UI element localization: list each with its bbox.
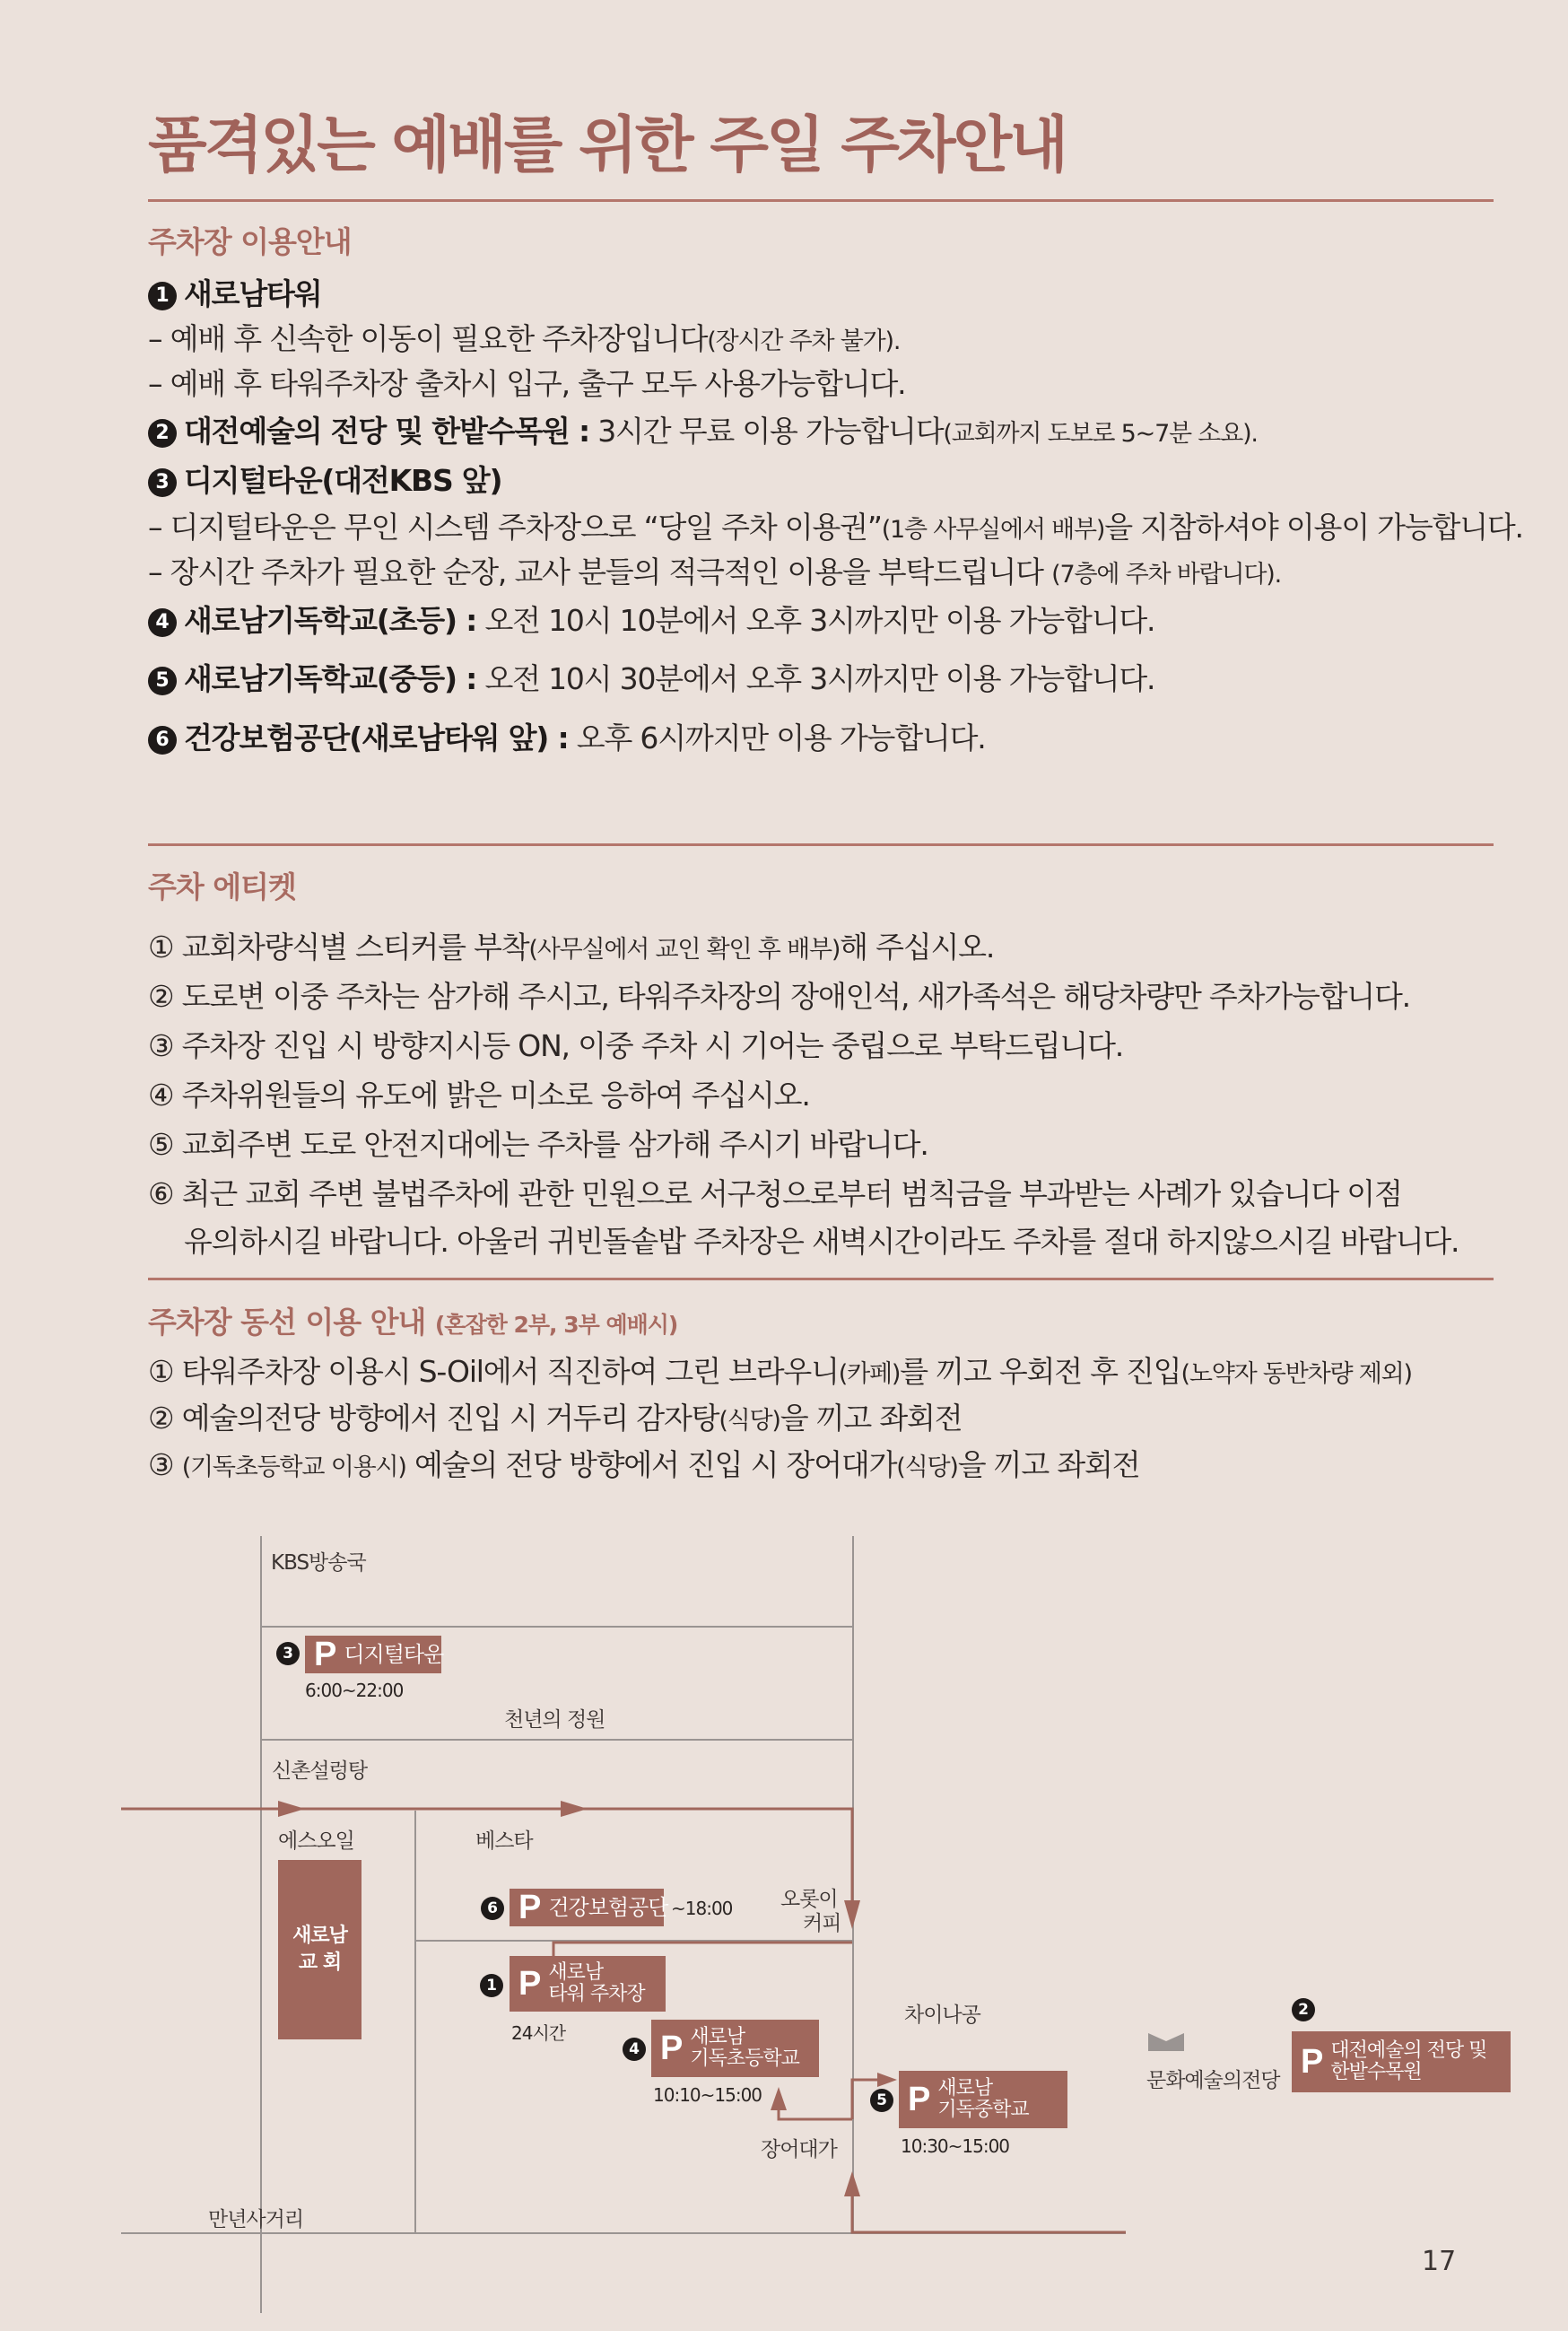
map-label-crossroad: 만년사거리	[208, 2208, 304, 2231]
parking-tag-label-line-2: 기독중학교	[937, 2099, 1029, 2121]
parking-tag-label: 디지털타운	[344, 1642, 444, 1667]
map-label-kbs: KBS방송국	[271, 1551, 366, 1575]
parking-tag-label	[1330, 2040, 1486, 2083]
parking-tag-label	[548, 1962, 644, 2005]
elem-text: 오전 10시 10분에서 오후 3시까지만 이용 가능합니다.	[476, 603, 1155, 638]
number-badge: 6	[148, 726, 177, 755]
parking-time-digital: 6:00~22:00	[305, 1680, 404, 1701]
route-item-3-small1: (기독초등학교 이용시)	[181, 1454, 406, 1481]
parking-tag-label-line-1: 새로남	[937, 2077, 993, 2100]
number-badge: 5	[148, 667, 177, 695]
mid-text: 오전 10시 30분에서 오후 3시까지만 이용 가능합니다.	[476, 661, 1155, 696]
mid-name: 새로남기독학교(중등) :	[184, 661, 477, 696]
parking-p-icon: P	[518, 1964, 542, 2003]
route-item-2b: 을 끼고 좌회전	[780, 1401, 963, 1436]
parking-time-elem: 10:10~15:00	[653, 2084, 762, 2106]
tower-name: 새로남타워	[184, 276, 322, 311]
parking-tag-label-line-2: 기독초등학교	[690, 2047, 799, 2070]
elem-name: 새로남기독학교(초등) :	[184, 603, 477, 638]
tower-note-1-small: (장시간 주차 불가).	[707, 327, 901, 355]
arts-text: 3시간 무료 이용 가능합니다	[588, 414, 944, 449]
digital-note-1a: – 디지털타운은 무인 시스템 주차장으로 “당일 주차 이용권”	[148, 510, 882, 545]
route-item-1b: 를 끼고 우회전 후 진입	[900, 1354, 1181, 1389]
parking-tag-elem	[651, 2020, 819, 2077]
parking-time-tower: 24시간	[511, 2022, 566, 2044]
parking-tag-label: 건강보험공단	[548, 1895, 668, 1920]
map-number-badge: 6	[481, 1897, 504, 1920]
map-label-soil: 에스오일	[278, 1829, 354, 1853]
digital-name: 디지털타운(대전KBS 앞)	[184, 463, 502, 498]
map-label-sinchon: 신촌설렁탕	[272, 1759, 368, 1783]
etiquette-item-1-small: (사무실에서 교인 확인 후 배부)	[528, 936, 841, 964]
route-item-1-small2: (노약자 동반차량 제외)	[1180, 1360, 1412, 1388]
parking-p-icon: P	[518, 1888, 542, 1926]
parking-time-nhis: ~18:00	[671, 1898, 733, 1919]
route-heading-text: 주차장 동선 이용 안내	[148, 1305, 426, 1340]
digital-note-1-small: (1층 사무실에서 배부)	[881, 516, 1105, 544]
route-item-3c: 을 끼고 좌회전	[957, 1447, 1140, 1482]
map-number-badge: 5	[870, 2089, 893, 2112]
concert-hall-icon	[1146, 2030, 1186, 2053]
page-title: 품격있는 예배를 위한 주일 주차안내	[148, 110, 1067, 181]
nhis-text: 오후 6시까지만 이용 가능합니다.	[568, 720, 986, 755]
parking-tag-label-line-2: 한밭수목원	[1330, 2061, 1422, 2083]
etiquette-heading: 주차 에티켓	[148, 869, 296, 904]
church-building	[278, 1860, 362, 2039]
map-number-badge: 2	[1292, 1998, 1315, 2021]
route-item-1a: ① 타워주차장 이용시 S-Oil에서 직진하여 그린 브라우니	[148, 1354, 839, 1389]
parking-p-icon: P	[1301, 2042, 1324, 2081]
route-item-2a: ② 예술의전당 방향에서 진입 시 거두리 감자탕	[148, 1401, 719, 1436]
map-number-badge: 1	[480, 1974, 503, 1997]
digital-note-2-text: – 장시간 주차가 필요한 순장, 교사 분들의 적극적인 이용을 부탁드립니다	[148, 554, 1052, 589]
parking-time-mid: 10:30~15:00	[901, 2135, 1010, 2157]
map-number-badge: 4	[623, 2038, 646, 2061]
map-label-eel: 장어대가	[761, 2138, 837, 2161]
parking-tag-mid	[899, 2071, 1067, 2128]
map-label-vesta: 베스타	[475, 1829, 533, 1853]
parking-tag-label-line-1: 대전예술의 전당 및	[1330, 2039, 1487, 2062]
parking-tag-arts	[1292, 2031, 1511, 2092]
nhis-name: 건강보험공단(새로남타워 앞) :	[184, 720, 569, 755]
etiquette-item-6: ⑥ 최근 교회 주변 불법주차에 관한 민원으로 서구청으로부터 범칙금을 부과받는 사례가 있습니다 이점	[148, 1176, 1402, 1211]
arts-name: 대전예술의 전당 및 한밭수목원 :	[184, 414, 589, 449]
number-badge: 1	[148, 282, 177, 310]
parking-tag-label-line-1: 새로남	[690, 2026, 745, 2048]
map-label-orot-2: 커피	[803, 1912, 841, 1935]
parking-tag-tower	[510, 1956, 666, 2012]
tower-note-2: – 예배 후 타워주차장 출차시 입구, 출구 모두 사용가능합니다.	[148, 366, 906, 401]
route-item-2-small: (식당)	[719, 1407, 780, 1435]
etiquette-item-6-cont: 유의하시길 바랍니다. 아울러 귀빈돌솥밥 주차장은 새벽시간이라도 주차를 절대 하지않으시길 바랍니다.	[184, 1224, 1459, 1259]
route-item-3a: ③	[148, 1447, 182, 1482]
etiquette-item-2: ② 도로변 이중 주차는 삼가해 주시고, 타워주차장의 장애인석, 새가족석은 해당차량만 주차가능합니다.	[148, 979, 1410, 1014]
route-item-3b: 예술의 전당 방향에서 진입 시 장어대가	[405, 1447, 897, 1482]
tower-note-1-text: – 예배 후 신속한 이동이 필요한 주차장입니다	[148, 321, 708, 356]
parking-tag-label	[937, 2078, 1028, 2121]
usage-heading: 주차장 이용안내	[148, 224, 352, 259]
map-label-garden: 천년의 정원	[504, 1708, 605, 1732]
parking-p-icon: P	[314, 1635, 337, 1673]
map-label-orot-1: 오롯이	[780, 1888, 838, 1911]
number-badge: 2	[148, 419, 177, 448]
page-number: 17	[1422, 2246, 1457, 2277]
number-badge: 3	[148, 468, 177, 497]
parking-tag-digital	[305, 1635, 444, 1673]
parking-tag-nhis	[510, 1888, 668, 1926]
number-badge: 4	[148, 608, 177, 637]
etiquette-item-1b: 해 주십시오.	[840, 930, 995, 965]
map-number-badge: 3	[276, 1642, 300, 1665]
parking-p-icon: P	[660, 2029, 684, 2067]
arts-small: (교회까지 도보로 5~7분 소요).	[943, 420, 1258, 448]
route-heading-small: (혼잡한 2부, 3부 예배시)	[434, 1312, 678, 1338]
parking-tag-label	[690, 2027, 799, 2070]
church-label: 새로남 교 회	[292, 1925, 347, 1974]
parking-tag-label-line-1: 새로남	[548, 1961, 604, 1984]
etiquette-item-5: ⑤ 교회주변 도로 안전지대에는 주차를 삼가해 주시기 바랍니다.	[148, 1127, 928, 1162]
digital-note-2-small: (7층에 주차 바랍니다).	[1051, 561, 1282, 589]
route-item-3-small2: (식당)	[896, 1454, 958, 1481]
digital-note-1b: 을 지참하셔야 이용이 가능합니다.	[1104, 510, 1523, 545]
etiquette-item-3: ③ 주차장 진입 시 방향지시등 ON, 이중 주차 시 기어는 중립으로 부탁드립니다.	[148, 1028, 1124, 1063]
parking-tag-label-line-2: 타워 주차장	[548, 1983, 645, 2005]
map-label-arts-hall: 문화예술의전당	[1146, 2069, 1280, 2092]
etiquette-item-1a: ① 교회차량식별 스티커를 부착	[148, 930, 529, 965]
route-item-1-small1: (카페)	[838, 1360, 901, 1388]
map-label-china: 차이나공	[904, 2004, 980, 2027]
etiquette-item-4: ④ 주차위원들의 유도에 밝은 미소로 응하여 주십시오.	[148, 1078, 810, 1113]
parking-p-icon: P	[908, 2080, 931, 2118]
